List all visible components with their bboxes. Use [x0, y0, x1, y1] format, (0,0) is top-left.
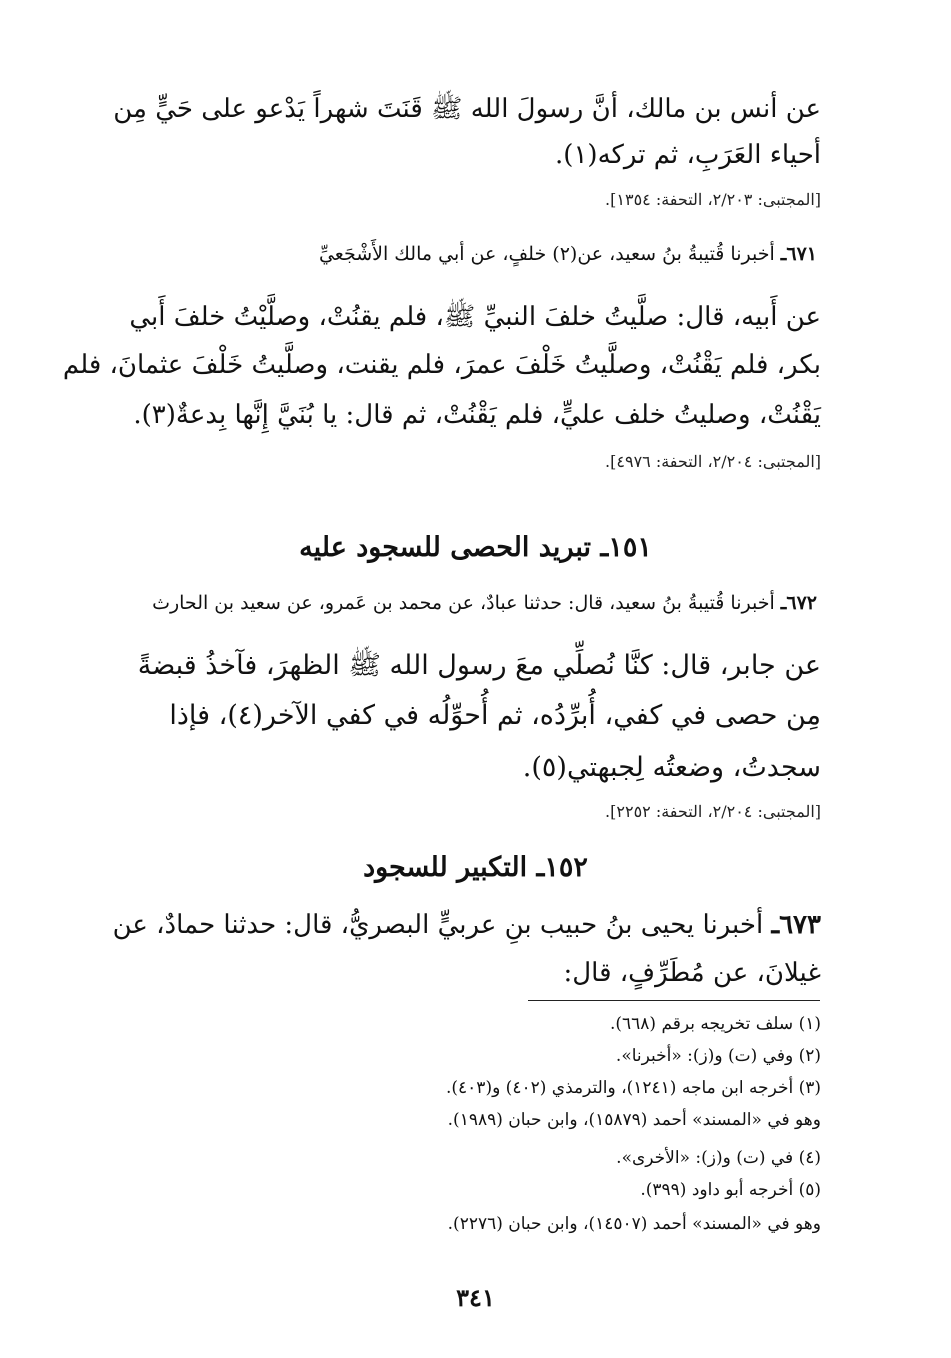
footnote-1: (١) سلف تخريجه برقم (٦٦٨). — [609, 1014, 821, 1034]
footnote-5: (٥) أخرجه أبو داود (٣٩٩). — [640, 1180, 821, 1200]
footnote-4: (٤) في (ت) و(ز): «الأخرى». — [616, 1148, 821, 1168]
hadith-672-isnad — [152, 592, 817, 614]
chapter-151-heading: ١٥١ـ تبريد الحصى للسجود عليه — [299, 532, 652, 563]
hadith-673-line-1-text: أخبرنا يحيى بنُ حبيب بنِ عربيٍّ البصريُّ، قال: حدثنا حمادٌ، عن — [112, 910, 764, 940]
hadith-671-line-2: بكر، فلم يَقْنُتْ، وصلَّيتُ خَلْفَ عمرَ، فلم يقنت، وصلَّيتُ خَلْفَ عثمانَ، فلم — [62, 350, 821, 380]
footnote-3-continued: وهو في «المسند» أحمد (١٥٨٧٩)، وابن حبان (١٩٨٩). — [447, 1110, 821, 1130]
hadith-673-line-1 — [113, 910, 821, 940]
page-number: ٣٤١ — [456, 1283, 495, 1312]
footnote-2: (٢) وفي (ت) و(ز): «أخبرنا». — [615, 1046, 821, 1066]
hadith-672-isnad-text: أخبرنا قُتيبةُ بنُ سعيد، قال: حدثنا عبادٌ، عن محمد بن عَمرو، عن سعيد بن الحارث — [152, 592, 775, 614]
hadith-672-line-3: سجدتُ، وضعتُه لِجبهتي(٥). — [522, 752, 821, 783]
hadith-672-number: ٦٧٢ـ — [780, 592, 817, 614]
hadith-672-line-1: عن جابر، قال: كنَّا نُصلِّي معَ رسول الله ﷺ الظهرَ، فآخذُ قبضةً — [137, 650, 821, 681]
chapter-152-heading: ١٥٢ـ التكبير للسجود — [363, 852, 588, 883]
hadith-673-line-2: غيلانَ، عن مُطَرِّفٍ، قال: — [563, 958, 821, 988]
hadith-670-line-1: عن أنس بن مالك، أنَّ رسولَ الله ﷺ قَنَتَ شهراً يَدْعو على حَيٍّ مِن — [113, 94, 821, 124]
hadith-671-isnad — [319, 243, 817, 265]
hadith-673-number: ٦٧٣ـ — [771, 910, 821, 940]
hadith-670-line-2: أحياء العَرَبِ، ثم تركه(١). — [555, 140, 821, 170]
footnote-3: (٣) أخرجه ابن ماجه (١٢٤١)، والترمذي (٤٠٢) و(٤٠٣). — [445, 1078, 821, 1098]
hadith-671-reference: [المجتبى: ٢/٢٠٤، التحفة: ٤٩٧٦]. — [605, 452, 821, 471]
hadith-671-line-3: يَقْنُتْ، وصليتُ خلف عليٍّ، فلم يَقْنُتْ، ثم قال: يا بُنَيَّ إِنَّها بِدعةٌ(٣). — [133, 400, 821, 430]
hadith-671-isnad-text: أخبرنا قُتيبةُ بنُ سعيد، عن(٢) خلفٍ، عن أبي مالك الأَشْجَعيِّ — [318, 243, 775, 265]
hadith-670-reference: [المجتبى: ٢/٢٠٣، التحفة: ١٣٥٤]. — [605, 190, 821, 209]
hadith-671-number: ٦٧١ـ — [780, 243, 817, 265]
footnote-separator — [528, 1000, 820, 1001]
hadith-672-reference: [المجتبى: ٢/٢٠٤، التحفة: ٢٢٥٢]. — [605, 802, 821, 821]
hadith-671-line-1: عن أَبيه، قال: صلَّيتُ خلفَ النبيِّ ﷺ، فلم يقنُتْ، وصلَّيْتُ خلفَ أَبي — [129, 302, 821, 332]
footnote-5-continued: وهو في «المسند» أحمد (١٤٥٠٧)، وابن حبان (٢٢٧٦). — [447, 1214, 821, 1234]
hadith-672-line-2: مِن حصى في كفي، أُبرِّدُه، ثم أُحوِّلُه في كفي الآخر(٤)، فإذا — [169, 700, 821, 731]
